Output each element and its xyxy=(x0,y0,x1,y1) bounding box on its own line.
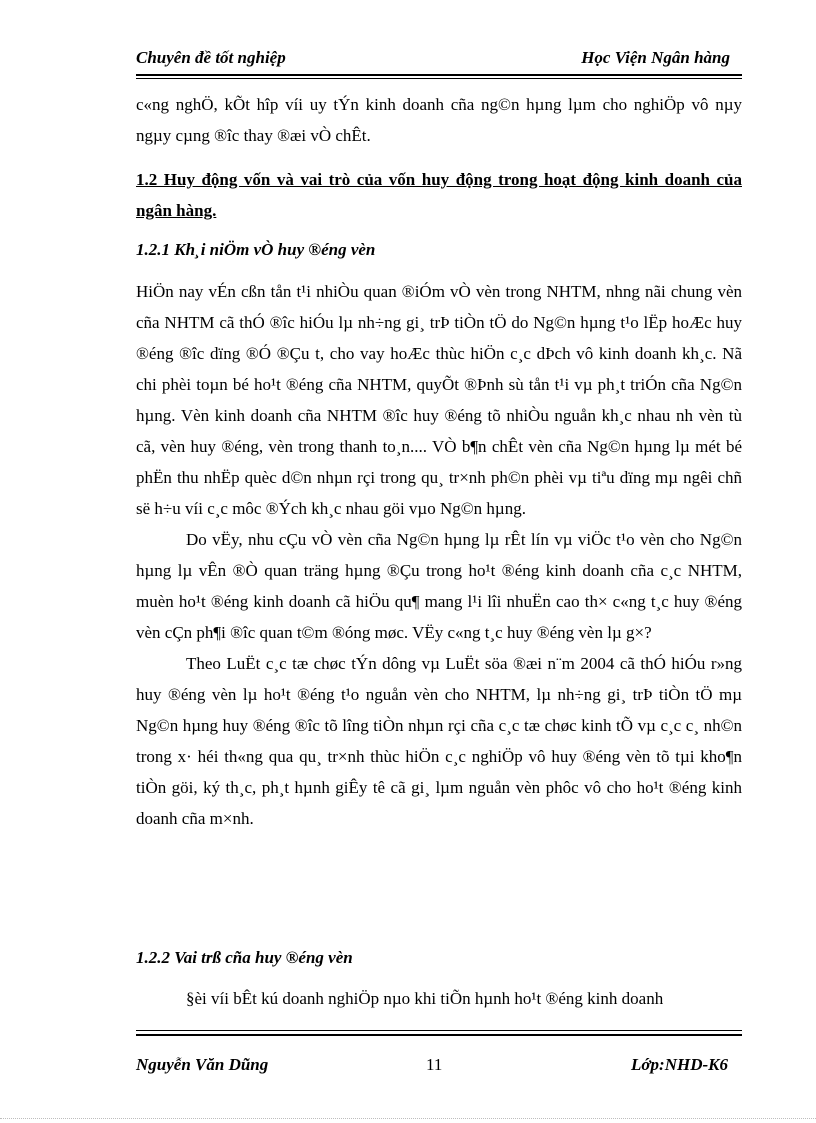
page-number: 11 xyxy=(426,1055,443,1074)
body-paragraph: Theo LuËt c¸c tæ chøc tÝn dông vµ LuËt söa ®æi n¨m 2004 cã thÓ hiÓu r»ng huy ®éng vèn lµ ho¹t ®éng t¹o nguån vèn cho NHTM, lµ nh÷ng gi¸ trÞ tiÒn tÖ mµ Ng©n hµng huy ®éng ®îc tõ lîng tiÒn nhµn rçi cña c¸c tæ chøc kinh tÕ vµ c¸c c¸ nh©n trong x· héi th«ng qua qu¸ tr×nh thùc hiÖn c¸c nghiÖp vô huy ®éng vèn tõ tµi kho¶n tiÒn göi, ký th¸c, ph¸t hµnh giÊy tê cã gi¸ lµm nguån vèn phôc vô cho ho¹t ®éng kinh doanh cña m×nh. xyxy=(136,654,742,828)
footer-class: Lớp:NHD-K6 xyxy=(631,1055,728,1074)
header-rule-thin xyxy=(136,78,742,79)
body-paragraph: HiÖn nay vÉn cßn tån t¹i nhiÒu quan ®iÓm vÒ vèn trong NHTM, nhng nãi chung vèn cña NHTM cã thÓ ®îc hiÓu lµ nh÷ng gi¸ trÞ tiÒn tÖ do Ng©n hµng t¹o lËp hoÆc huy ®éng ®îc dïng ®Ó ®Çu t, cho vay hoÆc thùc hiÖn c¸c dÞch vô kinh doanh kh¸c. Nã chi phèi toµn bé ho¹t ®éng cña NHTM, quyÕt ®Þnh sù tån t¹i vµ ph¸t triÓn cña Ng©n hµng. Vèn kinh doanh cña NHTM ®îc huy ®éng tõ nhiÒu nguån kh¸c nhau nh vèn tù cã, vèn huy ®éng, vèn trong thanh to¸n.... VÒ b¶n chÊt vèn cña Ng©n hµng lµ mét bé phËn thu nhËp quèc d©n nhµn rçi trong qu¸ tr×nh ph©n phèi vµ tiªu dïng mµ ngêi chñ së h÷u víi c¸c môc ®Ých kh¸c nhau göi vµo Ng©n hµng. xyxy=(136,282,742,518)
page-bottom-edge xyxy=(0,1118,816,1119)
section-heading: 1.2 Huy động vốn và vai trò của vốn huy động trong hoạt động kinh doanh của ngân hàng. xyxy=(136,170,742,220)
subsection-1-body xyxy=(136,276,742,834)
subsection-1-title: 1.2.1 Kh¸i niÖm vÒ huy ®éng vèn xyxy=(136,240,376,259)
header-institution: Học Viện Ngân hàng xyxy=(581,48,730,67)
header-document-type: Chuyên đề tốt nghiệp xyxy=(136,48,286,67)
page-footer xyxy=(136,1055,742,1079)
subsection-2-body xyxy=(136,983,742,1014)
subsection-2-title: 1.2.2 Vai trß cña huy ®éng vèn xyxy=(136,948,353,967)
footer-author: Nguyễn Văn Dũng xyxy=(136,1055,269,1074)
footer-rule-thick xyxy=(136,1034,742,1036)
body-paragraph: §èi víi bÊt kú doanh nghiÖp nµo khi tiÕn hµnh ho¹t ®éng kinh doanh xyxy=(186,989,664,1008)
body-paragraph: Do vËy, nhu cÇu vÒ vèn cña Ng©n hµng lµ rÊt lín vµ viÖc t¹o vèn cho Ng©n hµng lµ vÊn ®Ò quan träng hµng ®Çu trong ho¹t ®éng kinh doanh cña c¸c NHTM, muèn ho¹t ®éng kinh doanh cã hiÖu qu¶ mang l¹i lîi nhuËn cao th× c«ng t¸c huy ®éng vèn cÇn ph¶i ®îc quan t©m ®óng møc. VËy c«ng t¸c huy ®éng vèn lµ g×? xyxy=(136,530,742,642)
header-rule-thick xyxy=(136,74,742,76)
intro-paragraph: c«ng nghÖ, kÕt hîp víi uy tÝn kinh doanh cña ng©n hµng lµm cho nghiÖp vô nµy ngµy cµng ®îc thay ®æi vÒ chÊt. xyxy=(136,95,742,145)
footer-rule-thin xyxy=(136,1030,742,1031)
page-header xyxy=(136,46,732,72)
intro-paragraph-block xyxy=(136,89,742,151)
